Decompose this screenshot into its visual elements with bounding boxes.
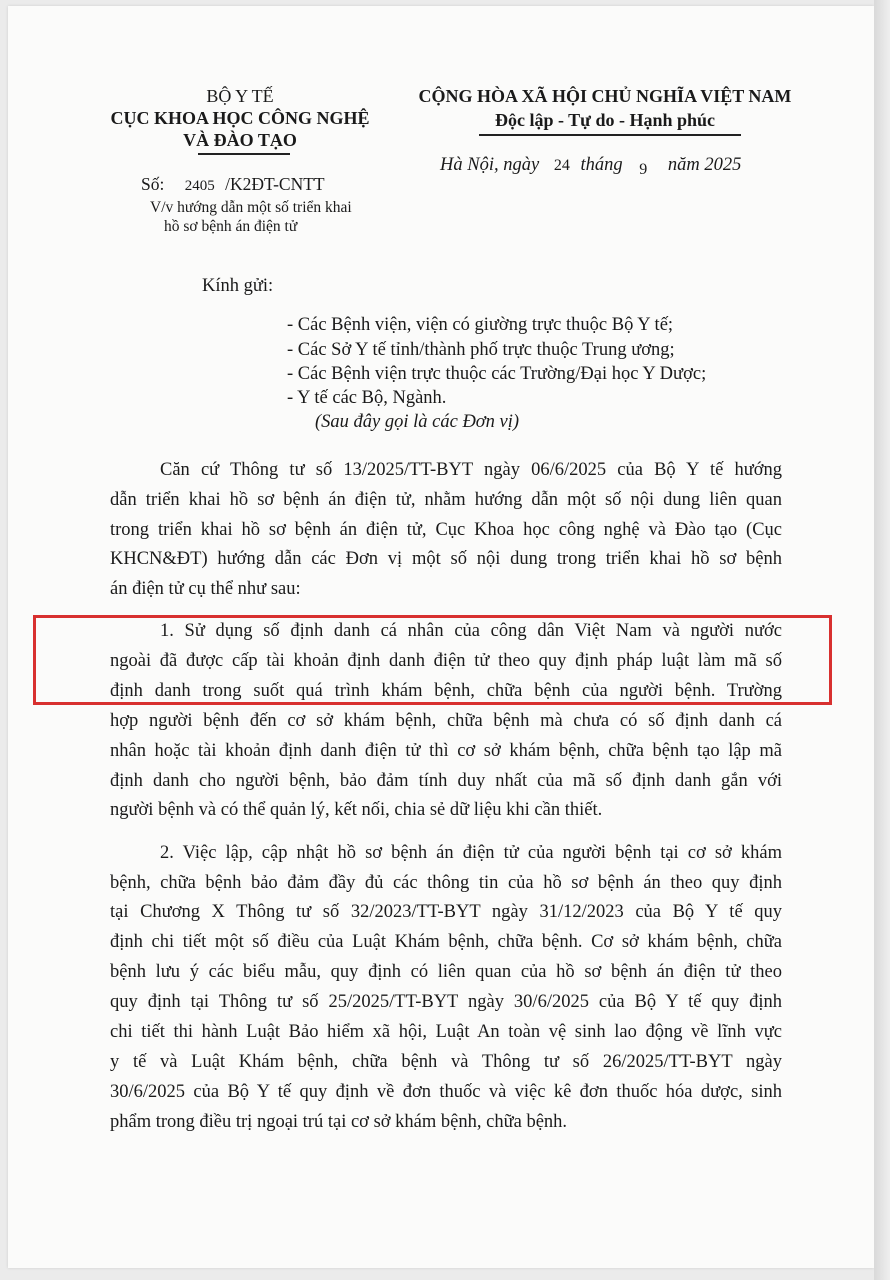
- recipient-item: - Y tế các Bộ, Ngành.: [287, 388, 447, 408]
- recipient-item: - Các Bệnh viện, viện có giường trực thuộc Bộ Y tế;: [287, 315, 674, 335]
- item2-line: y tế và Luật Khám bệnh, chữa bệnh và Thông tư số 26/2025/TT-BYT ngày: [110, 1052, 782, 1072]
- item1-line: định danh trong suốt quá trình khám bệnh, chữa bệnh của người bệnh. Trường: [110, 681, 782, 701]
- date-day: 24: [553, 157, 570, 174]
- subject-line1: V/v hướng dẫn một số triển khai: [150, 199, 352, 216]
- date-month: 9: [639, 161, 648, 178]
- agency-underline: [198, 153, 290, 155]
- country-name: CỘNG HÒA XÃ HỘI CHỦ NGHĨA VIỆT NAM: [418, 86, 792, 106]
- item2-line: định chi tiết một số điều của Luật Khám bệnh, chữa bệnh. Cơ sở khám bệnh, chữa: [110, 932, 782, 952]
- number-suffix: /K2ĐT-CNTT: [225, 174, 325, 194]
- document-date: [440, 155, 741, 176]
- item1-line: nhân hoặc tài khoản định danh điện tử thì cơ sở khám bệnh, chữa bệnh tạo lập mã: [110, 741, 782, 761]
- motto-underline: [479, 134, 741, 136]
- item2-line: tại Chương X Thông tư số 32/2023/TT-BYT ngày 31/12/2023 của Bộ Y tế quy: [110, 902, 782, 922]
- item1-line: định danh cho người bệnh, bảo đảm tính duy nhất của mã số định danh gắn với: [110, 771, 782, 791]
- recipient-item: - Các Bệnh viện trực thuộc các Trường/Đại học Y Dược;: [287, 364, 707, 384]
- item1-line: hợp người bệnh đến cơ sở khám bệnh, chữa bệnh mà chưa có số định danh cá: [110, 711, 782, 731]
- item2-line: phẩm trong điều trị ngoại trú tại cơ sở khám bệnh, chữa bệnh.: [110, 1112, 568, 1132]
- date-year: năm 2025: [667, 155, 742, 175]
- item2-line: quy định tại Thông tư số 25/2025/TT-BYT ngày 30/6/2025 của Bộ Y tế quy định: [110, 992, 782, 1012]
- date-month-label: tháng: [580, 155, 623, 175]
- item1-line: người bệnh và có thể quản lý, kết nối, chia sẻ dữ liệu khi cần thiết.: [110, 800, 603, 820]
- subject-line2: hồ sơ bệnh án điện tử: [164, 218, 298, 235]
- intro-line: KHCN&ĐT) hướng dẫn các Đơn vị một số nội dung trong triển khai hồ sơ bệnh: [110, 549, 782, 569]
- agency-name-line1: CỤC KHOA HỌC CÔNG NGHỆ: [110, 108, 370, 128]
- recipient-item: - Các Sở Y tế tỉnh/thành phố trực thuộc Trung ương;: [287, 340, 675, 360]
- highlight-box: [33, 615, 832, 705]
- greeting: Kính gửi:: [202, 276, 274, 296]
- item2-line: bệnh lưu ý các biểu mẫu, quy định có liên quan của hồ sơ bệnh án điện tử theo: [110, 962, 782, 982]
- recipients-note: (Sau đây gọi là các Đơn vị): [315, 412, 520, 432]
- date-place: Hà Nội, ngày: [440, 155, 540, 175]
- page-edge: [874, 0, 890, 1280]
- intro-line: Căn cứ Thông tư số 13/2025/TT-BYT ngày 06/6/2025 của Bộ Y tế hướng: [160, 460, 782, 480]
- item1-line: ngoài đã được cấp tài khoản định danh điện tử theo quy định pháp luật làm mã số: [110, 651, 782, 671]
- item1-line: 1. Sử dụng số định danh cá nhân của công dân Việt Nam và người nước: [160, 621, 782, 641]
- item2-line: bệnh, chữa bệnh bảo đảm đầy đủ các thông tin của hồ sơ bệnh án theo quy định: [110, 873, 782, 893]
- intro-line: trong triển khai hồ sơ bệnh án điện tử, Cục Khoa học công nghệ và Đào tạo (Cục: [110, 520, 782, 540]
- number-label: Số:: [141, 174, 165, 194]
- intro-line: án điện tử cụ thể như sau:: [110, 579, 301, 599]
- item2-line: 30/6/2025 của Bộ Y tế quy định về đơn thuốc và việc kê đơn thuốc hóa dược, sinh: [110, 1082, 782, 1102]
- ministry-name: BỘ Y TẾ: [206, 86, 274, 106]
- document-number: [141, 174, 325, 195]
- agency-name-line2: VÀ ĐÀO TẠO: [183, 130, 297, 150]
- item2-line: chi tiết thi hành Luật Bảo hiểm xã hội, Luật An toàn vệ sinh lao động về lĩnh vực: [110, 1022, 782, 1042]
- item2-line: 2. Việc lập, cập nhật hồ sơ bệnh án điện tử của người bệnh tại cơ sở khám: [160, 843, 782, 863]
- national-motto: Độc lập - Tự do - Hạnh phúc: [494, 110, 716, 130]
- intro-line: dẫn triển khai hồ sơ bệnh án điện tử, nhằm hướng dẫn một số nội dung liên quan: [110, 490, 782, 510]
- number-value: 2405: [184, 178, 215, 194]
